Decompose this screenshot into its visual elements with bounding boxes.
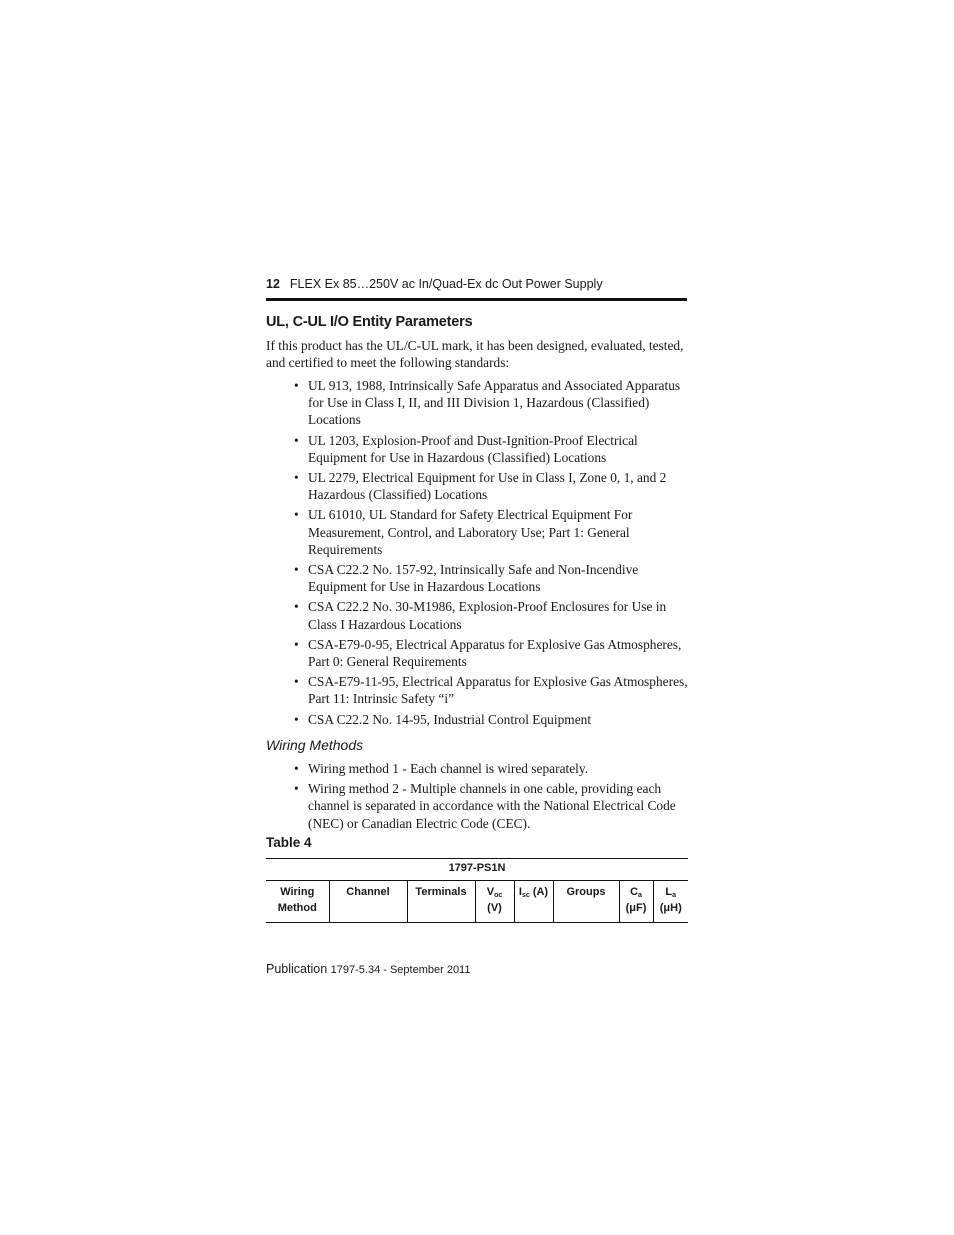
bullet-icon: •: [294, 562, 299, 578]
list-item: • Wiring method 1 - Each channel is wired separately.: [294, 761, 589, 776]
bullet-icon: •: [294, 674, 299, 690]
list-item: • UL 2279, Electrical Equipment for Use in Class I, Zone 0, 1, and 2 Hazardous (Classified) Locations: [294, 470, 667, 503]
bullet-icon: •: [294, 599, 299, 615]
column-header-ca: $C_a$ (μF): [619, 881, 653, 923]
list-item: • UL 1203, Explosion-Proof and Dust-Ignition-Proof Electrical Equipment for Use in Hazardous (Classified) Locations: [294, 432, 638, 465]
bullet-icon: •: [294, 761, 299, 776]
publication-detail: 1797-5.34 - September 2011: [330, 964, 471, 976]
entity-parameters-table: [266, 858, 688, 923]
page-header: [266, 276, 688, 292]
wiring-methods-list: [294, 760, 688, 835]
column-header-isc: $I_{sc}$ (A): [514, 881, 553, 923]
bullet-icon: •: [294, 781, 299, 797]
bullet-icon: •: [294, 378, 299, 393]
bullet-icon: •: [294, 636, 299, 652]
list-item: • CSA C22.2 No. 14-95, Industrial Control Equipment: [294, 711, 592, 727]
wiring-methods-heading: Wiring Methods: [266, 737, 364, 753]
bullet-icon: •: [294, 432, 299, 448]
bullet-icon: •: [294, 470, 299, 486]
intro-paragraph: If this product has the UL/C-UL mark, it has been designed, evaluated, tested, and certified to meet the following standards:: [266, 338, 684, 371]
list-item: • CSA-E79-0-95, Electrical Apparatus for Explosive Gas Atmospheres, Part 0: General Requirements: [294, 636, 682, 670]
publication-label: Publication: [266, 962, 328, 976]
list-item: • UL 913, 1988, Intrinsically Safe Apparatus and Associated Apparatus for Use in Class I, II, and III Division 1, Hazardous (Classified) Locations: [294, 378, 681, 428]
list-item: • CSA-E79-11-95, Electrical Apparatus for Explosive Gas Atmospheres, Part 11: Intrinsic Safety “i”: [294, 674, 688, 707]
list-item: • UL 61010, UL Standard for Safety Electrical Equipment For Measurement, Control, and Laboratory Use; Part 1: General Requirements: [294, 507, 633, 557]
running-title: FLEX Ex 85…250V ac In/Quad-Ex dc Out Power Supply: [289, 277, 603, 291]
column-header-channel: Channel: [329, 881, 407, 923]
list-item: • CSA C22.2 No. 30-M1986, Explosion-Proof Enclosures for Use in Class I Hazardous Locations: [294, 599, 667, 632]
section-heading: UL, C-UL I/O Entity Parameters: [266, 314, 473, 330]
column-header-groups: Groups: [553, 881, 619, 923]
list-item: • CSA C22.2 No. 157-92, Intrinsically Safe and Non-Incendive Equipment for Use in Hazardous Locations: [294, 562, 639, 595]
page-footer: [266, 961, 470, 978]
standards-list: [294, 377, 688, 731]
bullet-icon: •: [294, 507, 299, 523]
column-header-voc: $V_{oc}$ (V): [475, 881, 514, 923]
bullet-icon: •: [294, 711, 299, 727]
column-header-terminals: Terminals: [407, 881, 475, 923]
table-caption: Table 4: [266, 835, 312, 850]
header-rule: [266, 298, 687, 301]
column-header-la: $L_a$ (μH): [653, 881, 688, 923]
page-number: 12: [266, 277, 280, 291]
table-title: 1797-PS1N: [266, 859, 688, 881]
column-header-wiring-method: Wiring Method: [266, 881, 329, 923]
list-item: • Wiring method 2 - Multiple channels in one cable, providing each channel is separated in accordance with the National Electrical Code (NEC) or Canadian Electric Code (CEC).: [294, 781, 676, 831]
